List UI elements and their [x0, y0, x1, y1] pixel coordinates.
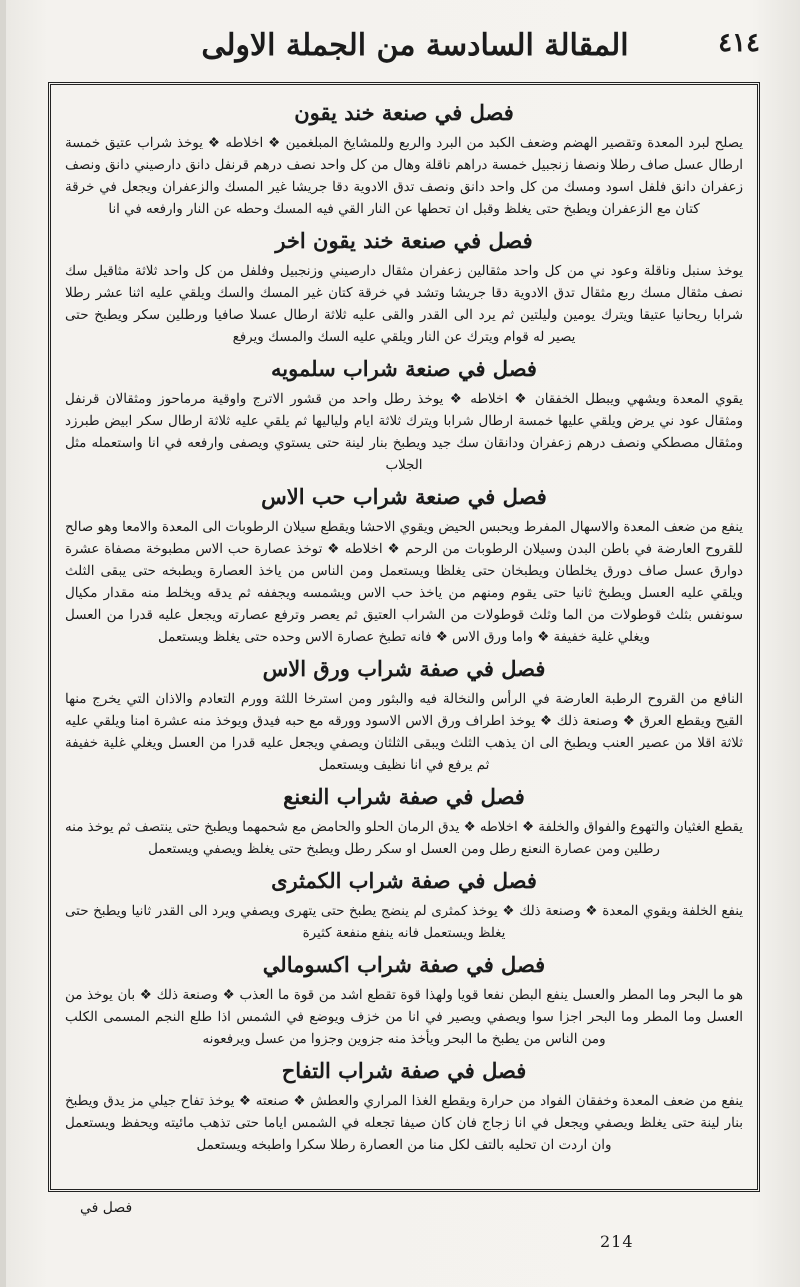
section-body: ينفع من ضعف المعدة وخفقان الفواد من حرارة ويقطع الغذا المراري والعطش ❖ صنعته ❖ يوخذ تفاح جيلي مز يدق ويطبخ بنار لينة حتى يغلظ ويصفي ويجعل في انا زجاج فان كان صيفا تجعله في الشمس اياما حتى تذهب مائيته ويحفظ ويستعمل وان اردت ان تحليه بالتف لكل منا من العصارة رطلا سكرا واطبخه ويستعمل	[65, 1094, 743, 1153]
section-body: يصلح لبرد المعدة وتقصير الهضم وضعف الكبد من البرد والربع وللمشايخ المبلغمين ❖ اخلاطه ❖ يوخذ شراب عتيق خمسة ارطال عسل صاف رطلا ونصفا زنجبيل خمسة دراهم ناقلة وهال من كل واحد نصف درهم قرنفل دانق دارصيني دانق ونصف زعفران دانق فلفل اسود ومسك من كل واحد دانق ونصف تدق الادوية دقا جريشا غير المسك والزعفران ويجعل في خرقة كتان مع الزعفران ويطبخ حتى يغلظ وقبل ان تحطها عن النار القي فيه المسك وحطه عن النار وارفعه في انا	[65, 136, 743, 217]
section-body: ينفع من ضعف المعدة والاسهال المفرط ويحبس الحيض ويقوي الاحشا ويقطع سيلان الرطوبات الى المعدة والامعا وهو صالح للقروح العارضة في باطن البدن وسيلان الرطوبات من الرحم ❖ اخلاطه ❖ توخذ عصارة حب الاس مطبوخة مصفاة عشرة دوارق عسل صاف دورق يخلطان ويطبخان حتى يغلظا ويستعمل ومن الناس من ياخذ العصارة ويطبخه حتى يبقى الثلث ويلقي عليه العسل ويطبخ ثانيا حتى يقوم ومنهم من ياخذ حب الاس ويشمسه ويجففه ثم يدقه ويخلط منه مقدار مكيال سونفس بثلث قوطولات من الما وثلث قوطولات من الشراب العتيق ثم يعصر وترفع عصارته ويجعل عليه قدرا من العسل ويغلي غلية خفيفة ❖ واما ورق الاس ❖ فانه تطبخ عصارة الاس وحده حتى يغلظ ويستعمل	[65, 520, 743, 645]
section-title: فصل في صنعة خند يقون	[294, 100, 514, 125]
page-title: المقالة السادسة من الجملة الاولى	[201, 28, 629, 63]
section-title: فصل في صنعة خند يقون اخر	[275, 228, 533, 253]
section-body: النافع من القروح الرطبة العارضة في الرأس والنخالة فيه والبثور ومن استرخا اللثة وورم التعادم والاذان التي يخرج منها القيح ويقطع العرق ❖ وصنعة ذلك ❖ يوخذ اطراف ورق الاس الاسود وورقه مع حبه فيدق ويوخذ منه عشرة امنا ويلقي عليه ثلاثة اقلا من عصير العنب ويطبخ الى ان يذهب الثلث ويبقى الثلثان ويصفي ويجعل عليه قدرا من العسل ويغلي غلية خفيفة ثم يرفع في انا نظيف ويستعمل	[65, 692, 743, 773]
scan-edge	[0, 0, 6, 1287]
section	[65, 1057, 743, 1157]
section	[65, 99, 743, 221]
section-title: فصل في صنعة شراب حب الاس	[261, 484, 547, 509]
section	[65, 355, 743, 477]
page-header	[70, 20, 760, 80]
section-body: يوخذ سنبل وناقلة وعود ني من كل واحد مثقالين زعفران مثقال دارصيني وزنجبيل وفلفل من كل واحد ثلاثة مثاقيل سك نصف مثقال مسك ربع مثقال تدق الادوية دقا جريشا وتشد في خرقة كتان غير المسك والسك ويلقي عليه اثنا عشر رطلا شرابا ريحانيا عتيقا ويترك يومين وليلتين ثم يرد الى القدر والقى عليه ثلاثة ارطال عسلا صافيا ورطلين سكر ويطبخ حتى يصير له قوام ويترك عن النار ويلقي عليه السك والمسك ويرفع	[65, 264, 743, 345]
section-title: فصل في صفة شراب التفاح	[281, 1058, 527, 1083]
section-body: يقطع الغثيان والتهوع والفواق والخلفة ❖ اخلاطه ❖ يدق الرمان الحلو والحامض مع شحمهما ويطبخ حتى ينتصف ثم يوخذ منه رطلين ومن عصارة النعنع رطل ومن العسل او سكر رطل ويطبخ حتى يغلظ ويصفي ويستعمل	[65, 820, 743, 857]
section	[65, 483, 743, 649]
text-frame	[48, 82, 760, 1192]
section	[65, 227, 743, 349]
section	[65, 951, 743, 1051]
section	[65, 783, 743, 861]
section	[65, 867, 743, 945]
section-title: فصل في صفة شراب الكمثرى	[271, 868, 537, 893]
page-number: 214	[600, 1232, 634, 1251]
section-title: فصل في صنعة شراب سلمويه	[271, 356, 537, 381]
catchword: فصل في	[80, 1200, 133, 1216]
section	[65, 655, 743, 777]
section-body: يقوي المعدة ويشهي ويبطل الخفقان ❖ اخلاطه ❖ يوخذ رطل واحد من قشور الاترج واوقية مرماحوز ومثقالان قرنفل ومثقال عود ني يرض ويلقي عليها خمسة ارطال شرابا ويترك ثلاثة ايام ولياليها ثم يلقي عليه ثلاثة ارطال سكر ابيض طبرزد ومثقال مصطكي ونصف درهم زعفران ودانقان سك جيد ويطبخ بنار لينة حتى يستوي ويصفى وارفعه في انا واستعمله مثل الجلاب	[65, 392, 743, 473]
section-title: فصل في صفة شراب النعنع	[283, 784, 525, 809]
section-body: ينفع الخلفة ويقوي المعدة ❖ وصنعة ذلك ❖ يوخذ كمثرى لم ينضج يطبخ حتى يتهرى ويصفي ويرد الى القدر ثانيا ويطبخ حتى يغلظ ويستعمل فانه ينفع منفعة كثيرة	[65, 904, 743, 941]
section-title: فصل في صفة شراب اكسومالي	[262, 952, 546, 977]
section-title: فصل في صفة شراب ورق الاس	[262, 656, 546, 681]
header-page-number: ٤١٤	[718, 28, 760, 58]
section-body: هو ما البحر وما المطر والعسل ينفع البطن نفعا قويا ولهذا قوة تقطع اشد من قوة ما العذب ❖ وصنعة ذلك ❖ بان يوخذ من العسل وما المطر وما البحر اجزا سوا ويصفي ويصير في انا من خزف ويوضع في الشمس اذا طلع النجم المسمى الكلب ومن الناس من يطبخ ما البحر ويأخذ منه جزوين وجزوا من عسل ويرفعونه	[65, 988, 743, 1047]
